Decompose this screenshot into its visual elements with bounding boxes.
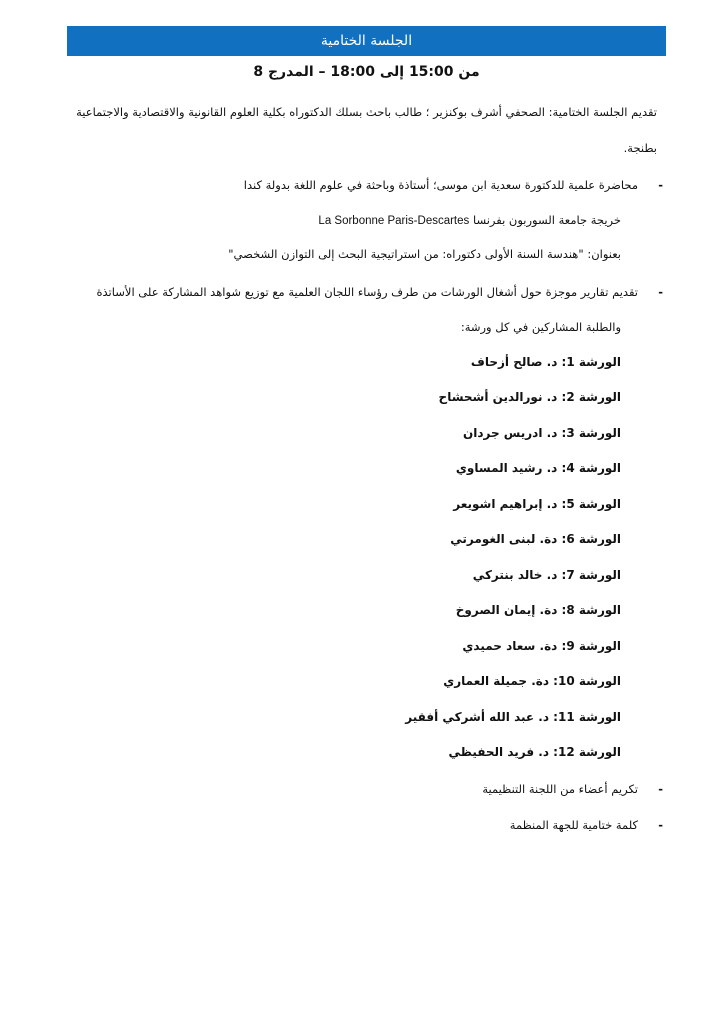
workshop-item-3: الورشة 3: د. ادريس جردان xyxy=(463,426,621,440)
bullet-dash: - xyxy=(658,178,663,192)
lecture-line-2-arabic: خريجة جامعة السوربون بفرنسا xyxy=(472,213,621,227)
reports-line-2: والطلبة المشاركين في كل ورشة: xyxy=(460,320,621,334)
workshop-item-4: الورشة 4: د. رشيد المساوي xyxy=(455,461,621,475)
lecture-line-3: بعنوان: "هندسة السنة الأولى دكتوراه: من استراتيجية البحث إلى التوازن الشخصي" xyxy=(228,247,621,261)
lecture-line-2 xyxy=(318,213,621,227)
reports-bullet xyxy=(96,285,663,299)
intro-line-1: تقديم الجلسة الختامية: الصحفي أشرف بوكنزير ؛ طالب باحث بسلك الدكتوراه بكلية العلوم القانونية والاقتصادية والاجتماعية xyxy=(76,105,657,119)
lecture-bullet xyxy=(243,178,663,192)
workshop-item-9: الورشة 9: دة. سعاد حميدي xyxy=(462,639,621,653)
bullet-dash: - xyxy=(658,818,663,832)
intro-line-2: بطنجة. xyxy=(623,141,657,155)
closing-item-2-text: كلمة ختامية للجهة المنظمة xyxy=(509,818,638,832)
session-title-bar xyxy=(67,26,666,56)
workshop-item-11: الورشة 11: د. عبد الله أشركي أفقير xyxy=(405,710,621,724)
bullet-dash: - xyxy=(658,285,663,299)
lecture-line-2-latin: La Sorbonne Paris-Descartes xyxy=(318,215,470,227)
session-title: الجلسة الختامية xyxy=(320,33,413,49)
closing-item-1-text: تكريم أعضاء من اللجنة التنظيمية xyxy=(482,782,638,796)
session-time-venue: من 15:00 إلى 18:00 – المدرج 8 xyxy=(253,64,480,80)
closing-item-1 xyxy=(482,782,663,796)
closing-item-2 xyxy=(509,818,663,832)
workshop-item-7: الورشة 7: د. خالد بنتركي xyxy=(472,568,621,582)
workshop-item-5: الورشة 5: د. إبراهيم اشويعر xyxy=(453,497,621,511)
reports-line-1: تقديم تقارير موجزة حول أشغال الورشات من طرف رؤساء اللجان العلمية مع توزيع شواهد المشاركة على الأساتذة xyxy=(96,285,638,299)
workshop-item-10: الورشة 10: دة. جميلة العماري xyxy=(443,674,621,688)
workshop-item-6: الورشة 6: دة. لبنى الغومرتي xyxy=(450,532,621,546)
lecture-line-1: محاضرة علمية للدكتورة سعدية ابن موسى؛ أستاذة وباحثة في علوم اللغة بدولة كندا xyxy=(243,178,638,192)
workshop-item-8: الورشة 8: دة. إيمان الصروخ xyxy=(455,603,621,617)
workshop-item-1: الورشة 1: د. صالح أزحاف xyxy=(470,355,621,369)
workshop-item-2: الورشة 2: د. نورالدين أشحشاح xyxy=(438,390,621,404)
workshop-item-12: الورشة 12: د. فريد الحفيظي xyxy=(448,745,621,759)
bullet-dash: - xyxy=(658,782,663,796)
